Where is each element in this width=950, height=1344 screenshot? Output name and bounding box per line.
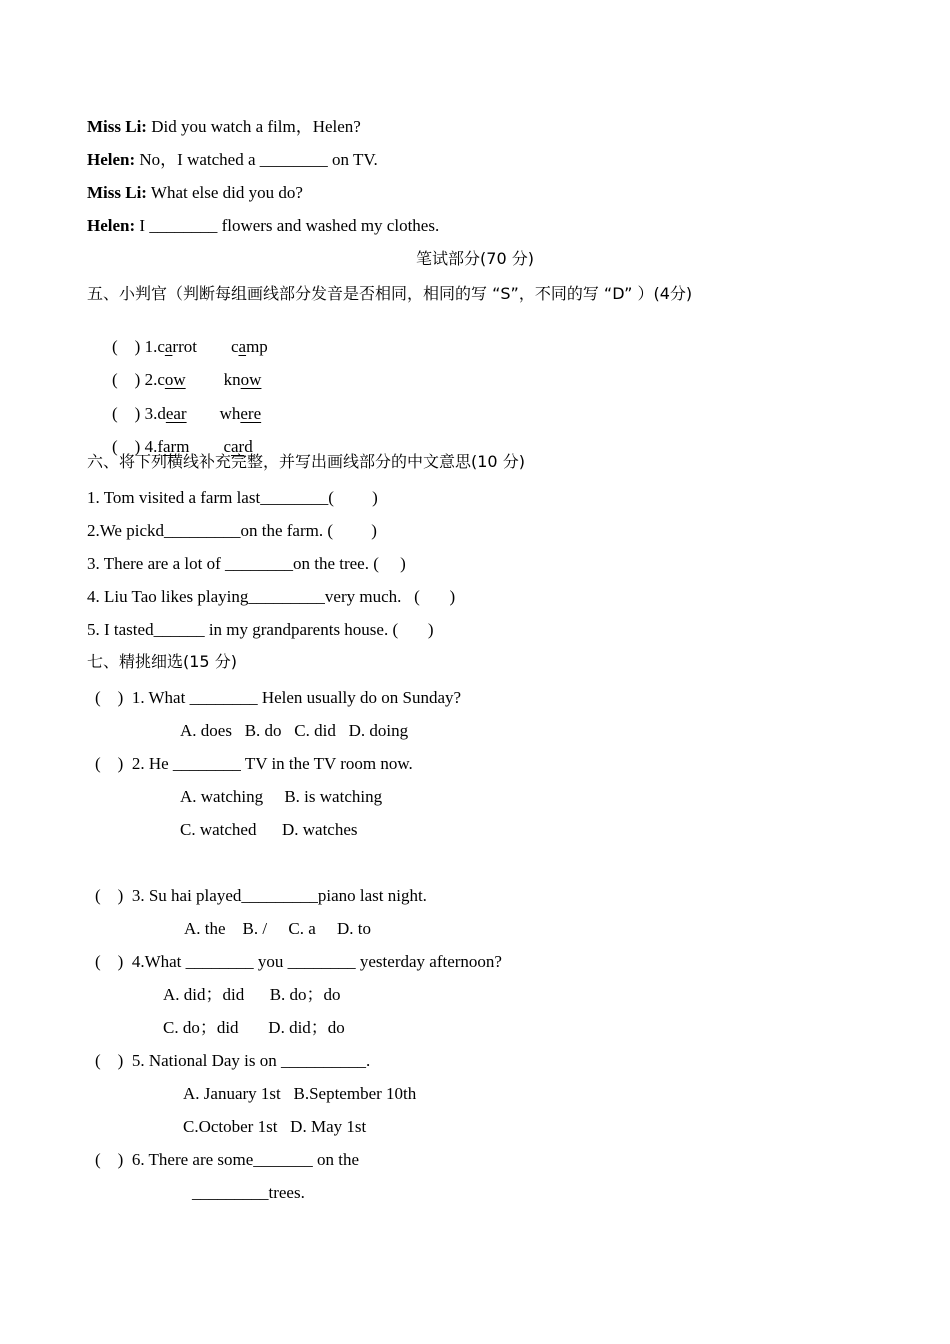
fill-blank-item-4: 4. Liu Tao likes playing_________very much. ( ) (87, 587, 456, 606)
word-part: m (176, 437, 190, 456)
dialogue-line-3 (87, 184, 303, 201)
word-part: kn (223, 370, 241, 389)
underlined-part: ow (240, 370, 262, 389)
mc-question-4: ( ) 4.What ________ you ________ yesterday afternoon? (95, 952, 502, 971)
item-number: 1. (144, 337, 158, 356)
underlined-part: ar (163, 437, 177, 456)
dialogue-line-4 (87, 217, 439, 234)
word-part: c (157, 337, 165, 356)
answer-bracket[interactable]: ( ) (112, 437, 141, 456)
mc-options-5a: A. January 1st B.September 10th (183, 1084, 417, 1103)
mc-question-3: ( ) 3. Su hai played_________piano last night. (95, 886, 427, 905)
mc-options-2a: A. watching B. is watching (180, 787, 383, 806)
line-text: I ________ flowers and washed my clothes. (135, 216, 440, 235)
mc-question-5: ( ) 5. National Day is on __________. (95, 1051, 371, 1070)
mc-options-3: A. the B. / C. a D. to (184, 919, 371, 938)
speaker: Helen: (87, 216, 136, 235)
speaker: Miss Li: (87, 183, 147, 202)
item-number: 3. (144, 404, 158, 423)
speaker: Miss Li: (87, 117, 147, 136)
line-text: Did you watch a film，Helen? (146, 117, 361, 136)
dialogue-line-2 (87, 151, 378, 168)
dialogue-line-1 (87, 118, 361, 135)
mc-options-1: A. does B. do C. did D. doing (180, 721, 409, 740)
underlined-part: ere (240, 404, 262, 423)
mc-question-6: ( ) 6. There are some_______ on the (95, 1150, 360, 1169)
word-part: wh (219, 404, 241, 423)
word-part: c (230, 337, 239, 356)
word-1 (157, 370, 185, 389)
underlined-part: ow (164, 370, 186, 389)
word-part: c (223, 437, 231, 456)
line-text: What else did you do? (146, 183, 303, 202)
word-part: c (157, 370, 165, 389)
underlined-part: ar (231, 437, 245, 456)
mc-options-4b: C. do；did D. did；do (163, 1018, 345, 1037)
mc-options-4a: A. did；did B. do；do (163, 985, 341, 1004)
word-part: mp (246, 337, 268, 356)
word-2 (224, 370, 262, 389)
word-part: f (157, 437, 163, 456)
fill-blank-item-5: 5. I tasted______ in my grandparents house. ( ) (87, 620, 434, 639)
item-number: 2. (144, 370, 158, 389)
section-6-title: 六、将下列横线补充完整，并写出画线部分的中文意思(10 分) (87, 452, 525, 471)
mc-options-2b: C. watched D. watches (180, 820, 358, 839)
mc-question-2: ( ) 2. He ________ TV in the TV room now. (95, 754, 413, 773)
written-section-title: 笔试部分(70 分) (416, 249, 534, 268)
fill-blank-item-2: 2.We pickd_________on the farm. ( ) (87, 521, 377, 540)
answer-bracket[interactable]: ( ) (112, 370, 141, 389)
line-text: No，I watched a ________ on TV. (135, 150, 378, 169)
underlined-part: a (238, 337, 247, 356)
word-part: d (157, 404, 166, 423)
underlined-part: ear (165, 404, 187, 423)
underlined-part: a (164, 337, 173, 356)
word-part: rrot (172, 337, 197, 356)
fill-blank-item-1: 1. Tom visited a farm last________( ) (87, 488, 378, 507)
item-number: 4. (144, 437, 158, 456)
section-5-title: 五、小判官（判断每组画线部分发音是否相同，相同的写 “S”，不同的写 “D” ）(4分) (87, 284, 693, 303)
answer-bracket[interactable]: ( ) (112, 337, 141, 356)
word-part: d (244, 437, 253, 456)
mc-options-5b: C.October 1st D. May 1st (183, 1117, 367, 1136)
mc-question-6-continued: _________trees. (192, 1183, 305, 1202)
mc-question-1: ( ) 1. What ________ Helen usually do on Sunday? (95, 688, 462, 707)
speaker: Helen: (87, 150, 136, 169)
fill-blank-item-3: 3. There are a lot of ________on the tree. ( ) (87, 554, 406, 573)
section-7-title: 七、精挑细选(15 分) (87, 652, 237, 671)
answer-bracket[interactable]: ( ) (112, 404, 141, 423)
